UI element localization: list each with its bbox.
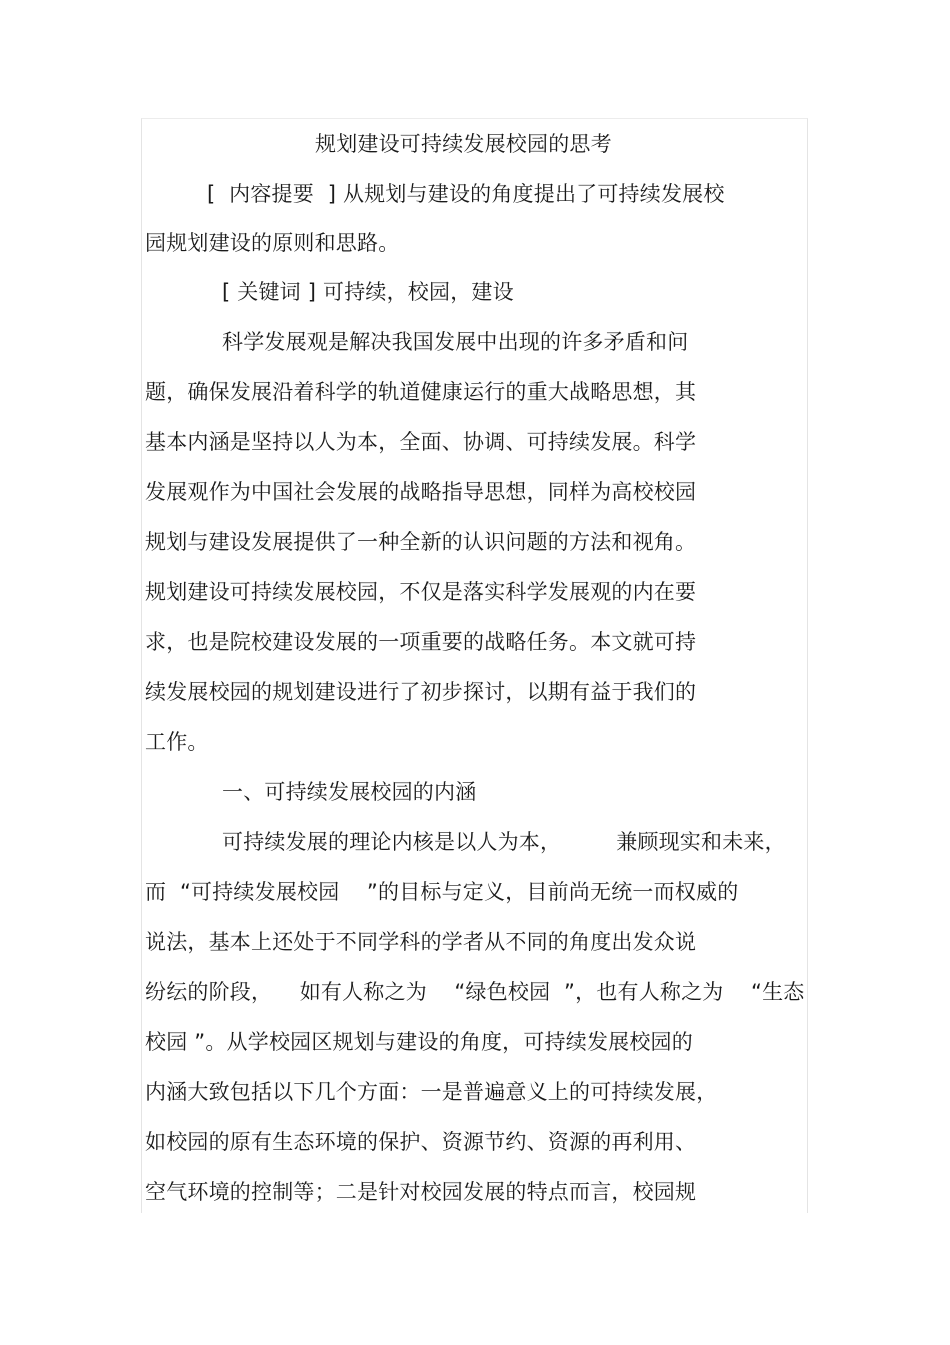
keywords-line: [ 关键词 ] 可持续，校园，建设 xyxy=(222,280,514,304)
paragraph-line: 校园 ”。从学校园区规划与建设的角度，可持续发展校园的 xyxy=(145,1030,693,1054)
section-heading: 一、可持续发展校园的内涵 xyxy=(222,780,477,804)
paragraph-line: 可持续发展的理论内核是以人为本， 兼顾现实和未来， xyxy=(222,830,786,854)
paragraph-line: 而 “可持续发展校园 ”的目标与定义，目前尚无统一而权威的 xyxy=(145,880,739,904)
paragraph-line: 发展观作为中国社会发展的战略指导思想，同样为高校校园 xyxy=(145,480,697,504)
paragraph-line: 科学发展观是解决我国发展中出现的许多矛盾和问 xyxy=(222,330,689,354)
paragraph-line: 说法，基本上还处于不同学科的学者从不同的角度出发众说 xyxy=(145,930,697,954)
paragraph-line: 内涵大致包括以下几个方面：一是普遍意义上的可持续发展， xyxy=(145,1080,718,1104)
paragraph-line: 基本内涵是坚持以人为本，全面、协调、可持续发展。科学 xyxy=(145,430,697,454)
paragraph-line: 续发展校园的规划建设进行了初步探讨，以期有益于我们的 xyxy=(145,680,697,704)
paragraph-line: 规划建设可持续发展校园，不仅是落实科学发展观的内在要 xyxy=(145,580,697,604)
paragraph-line: 题，确保发展沿着科学的轨道健康运行的重大战略思想，其 xyxy=(145,380,697,404)
document-title: 规划建设可持续发展校园的思考 xyxy=(315,132,612,156)
paragraph-line: 纷纭的阶段， 如有人称之为 “绿色校园 ”，也有人称之为 “生态 xyxy=(145,980,805,1004)
paragraph-line: 工作。 xyxy=(145,730,209,754)
paragraph-line: 如校园的原有生态环境的保护、资源节约、资源的再利用、 xyxy=(145,1130,697,1154)
abstract-line-1: [ 内容提要 ] 从规划与建设的角度提出了可持续发展校 xyxy=(207,182,725,206)
abstract-line-2: 园规划建设的原则和思路。 xyxy=(145,231,400,255)
paragraph-line: 规划与建设发展提供了一种全新的认识问题的方法和视角。 xyxy=(145,530,697,554)
paragraph-line: 求，也是院校建设发展的一项重要的战略任务。本文就可持 xyxy=(145,630,697,654)
paragraph-line: 空气环境的控制等；二是针对校园发展的特点而言，校园规 xyxy=(145,1180,697,1204)
